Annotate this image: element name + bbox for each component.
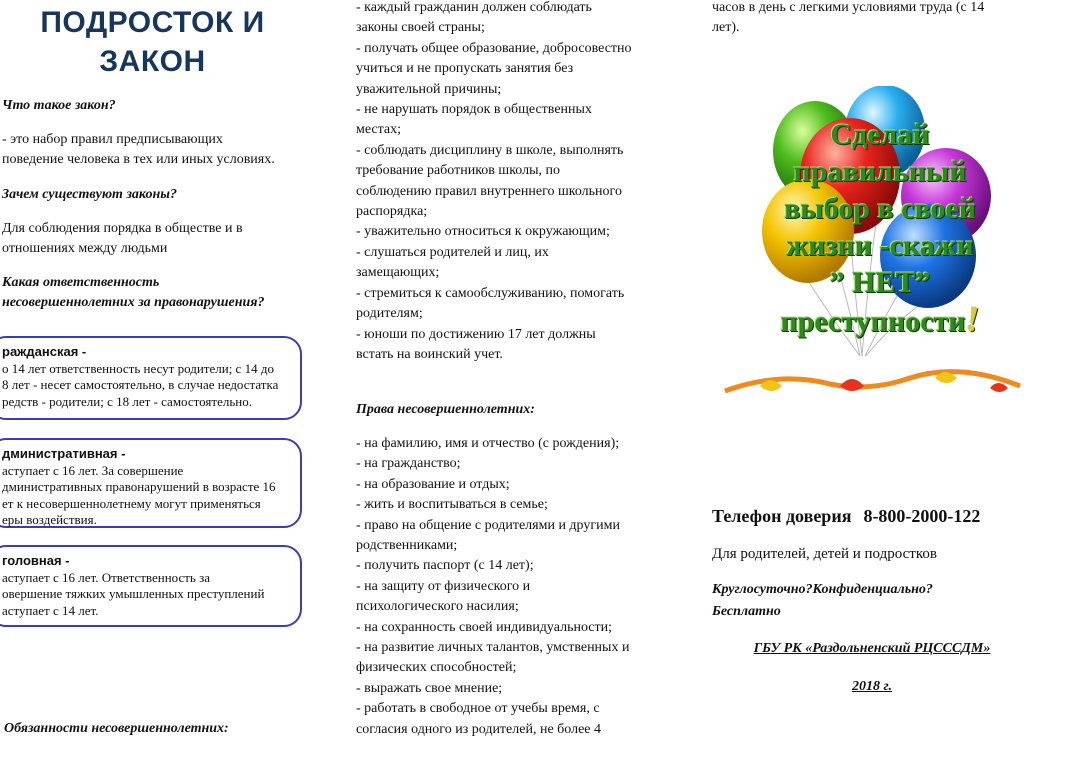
duty-item: местах; [356, 122, 402, 138]
box-line: 8 лет - несет самостоятельно, в случае недостатка [2, 377, 279, 392]
rights-heading: Права несовершеннолетних: [356, 402, 535, 417]
duty-item: - каждый гражданин должен соблюдать [356, 0, 592, 15]
box-line: о 14 лет ответственность несут родители; с 14 до [2, 360, 274, 376]
right-item: - получить паспорт (с 14 лет); [356, 558, 534, 574]
right-item: физических способностей; [356, 660, 517, 676]
right-item: согласия одного из родителей, не более 4 [356, 721, 602, 737]
answer-line: поведение человека в тех или иных условиях. [2, 152, 275, 167]
duties-heading: Обязанности несовершеннолетних: [4, 721, 229, 736]
box-heading: дминистративная - [2, 446, 126, 461]
continued-text-line: часов в день с легкими условиями труда (с 14 [712, 0, 985, 15]
answer-line: Для соблюдения порядка в обществе и в [2, 221, 243, 236]
rights-list [356, 434, 666, 740]
question-responsibility: несовершеннолетних за правонарушения? [2, 295, 265, 310]
right-item: - на гражданство; [356, 456, 461, 472]
right-item: психологического насилия; [356, 599, 519, 615]
duty-item: - соблюдать дисциплину в школе, выполнять [356, 142, 624, 158]
right-item: - жить и воспитываться в семье; [356, 497, 548, 513]
question-responsibility: Какая ответственность [2, 275, 160, 290]
question-why-laws: Зачем существуют законы? [2, 187, 177, 202]
slogan-line: выбор в своей [783, 192, 977, 225]
duty-item: уважительной причины; [356, 81, 502, 97]
features-line: Бесплатно [712, 604, 781, 619]
page-title-line2: ЗАКОН [99, 45, 206, 78]
audience-text: Для родителей, детей и подростков [712, 546, 937, 562]
slogan [745, 116, 1015, 340]
duty-item: родителям; [356, 306, 423, 322]
duty-item: законы своей страны; [356, 20, 485, 36]
continued-text-line: лет). [712, 20, 740, 35]
duty-item: - слушаться родителей и лиц, их [356, 244, 549, 260]
right-item: родственниками; [356, 538, 458, 554]
right-item: - на сохранность своей индивидуальности; [356, 619, 613, 635]
year: 2018 г. [852, 679, 892, 694]
box-heading: головная - [2, 553, 70, 568]
civil-liability-box [0, 336, 302, 420]
hotline-label: Телефон доверия [712, 506, 852, 526]
administrative-liability-box [0, 438, 302, 528]
duty-item: встать на воинский учет. [356, 346, 503, 362]
box-line: редств - родители; с 18 лет - самостоятельно. [2, 393, 252, 409]
slogan-line: преступности [780, 305, 966, 338]
slogan-line: жизни -скажи [786, 229, 974, 262]
box-line: еры воздействия. [2, 512, 97, 527]
slogan-line: ” НЕТ” [829, 266, 931, 299]
right-item: - на развитие личных талантов, умственных и [356, 640, 630, 656]
box-line: ет к несовершеннолетнему могут применяться [2, 495, 261, 511]
duty-item: - получать общее образование, добросовестно [356, 40, 632, 56]
criminal-liability-box [0, 545, 302, 627]
duty-item: - уважительно относиться к окружающим; [356, 224, 610, 240]
slogan-exclamation: ! [965, 299, 980, 339]
duty-item: распорядка; [356, 204, 428, 220]
question-what-is-law: Что такое закон? [2, 98, 116, 113]
features-line: Круглосуточно?Конфиденциально? [712, 582, 933, 597]
duty-item: требование работников школы, по [356, 163, 560, 179]
right-item: - право на общение с родителями и другими [356, 517, 620, 533]
slogan-line: правильный [793, 155, 967, 188]
right-item: - на фамилию, имя и отчество (с рождения); [356, 436, 620, 451]
hotline-number: 8-800-2000-122 [863, 506, 981, 526]
slogan-line-last [745, 301, 1015, 340]
answer-line: отношениях между людьми [2, 241, 168, 256]
duty-item: - не нарушать порядок в общественных [356, 102, 592, 118]
right-item: - выражать свое мнение; [356, 680, 503, 696]
box-line: дминистративных правонарушений в возрасте 16 [2, 479, 276, 494]
page-title-line1: ПОДРОСТОК И [40, 6, 265, 39]
hotline-phone [712, 506, 980, 527]
duty-item: замещающих; [356, 265, 440, 281]
answer-line: - это набор правил предписывающих [2, 132, 223, 147]
box-line: аступает с 16 лет. За совершение [2, 462, 184, 478]
organization-name: ГБУ РК «Раздольненский РЦСССДМ» [753, 641, 991, 656]
right-item: - на образование и отдых; [356, 476, 510, 492]
duty-item: - юноши по достижению 17 лет должны [356, 326, 596, 342]
slogan-line: Сделай [830, 118, 930, 151]
box-heading: ражданская - [2, 344, 87, 359]
ribbon-decoration [725, 372, 1020, 392]
duty-item: соблюдению правил внутреннего школьного [356, 183, 622, 199]
duty-item: учиться и не пропускать занятия без [356, 61, 574, 77]
duties-list [356, 0, 666, 365]
right-item: - на защиту от физического и [356, 578, 531, 594]
box-line: аступает с 14 лет. [2, 602, 99, 618]
duty-item: - стремиться к самообслуживанию, помогать [356, 285, 625, 301]
box-line: аступает с 16 лет. Ответственность за [2, 569, 211, 585]
box-line: овершение тяжких умышленных преступлений [2, 586, 265, 601]
right-item: - работать в свободное от учебы время, с [356, 701, 600, 717]
